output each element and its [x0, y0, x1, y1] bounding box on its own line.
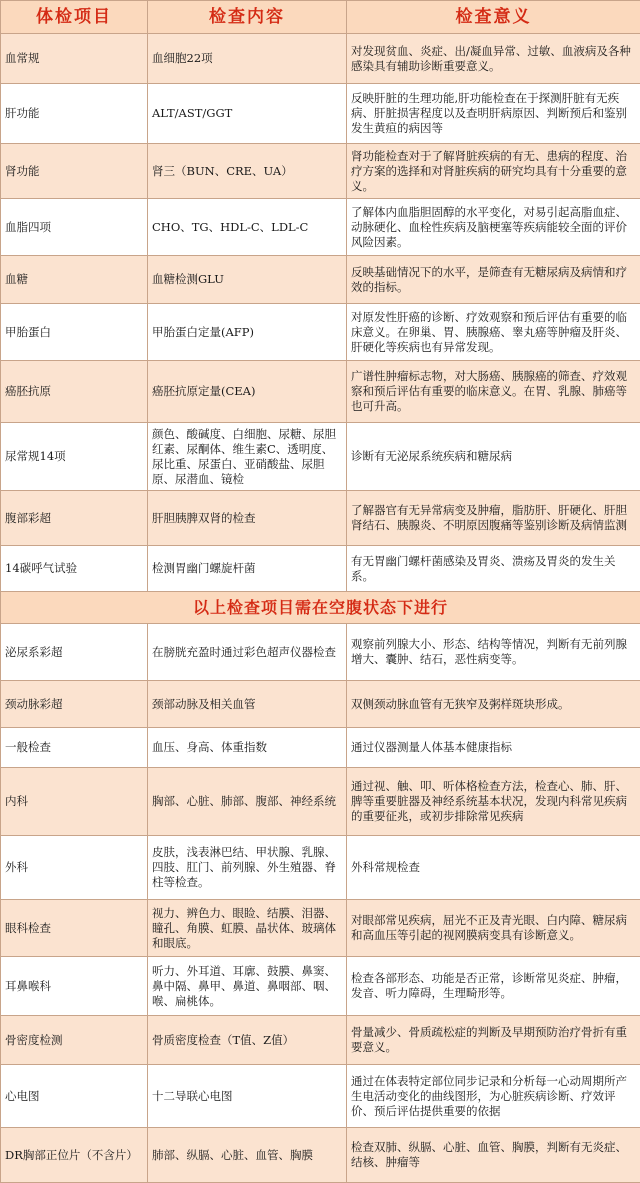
meaning-cell: 检查各部形态、功能是否正常，诊断常见炎症、肿瘤，发音、听力障碍，生理畸形等。 — [347, 957, 640, 1016]
meaning-cell: 肾功能检查对于了解肾脏疾病的有无、患病的程度、治疗方案的选择和对肾脏疾病的研究均具有十分重要的意义。 — [347, 144, 640, 199]
item-cell: 眼科检查 — [1, 900, 148, 957]
content-cell: 视力、辨色力、眼睑、结膜、泪器、瞳孔、角膜、虹膜、晶状体、玻璃体和眼底。 — [148, 900, 347, 957]
meaning-cell: 了解器官有无异常病变及肿瘤，脂肪肝、肝硬化、肝胆肾结石、胰腺炎、不明原因腹痛等鉴别诊断及病情监测 — [347, 491, 640, 546]
item-cell: 骨密度检测 — [1, 1016, 148, 1065]
item-cell: 尿常规14项 — [1, 423, 148, 491]
item-cell: 14碳呼气试验 — [1, 546, 148, 592]
meaning-cell: 通过仪器测量人体基本健康指标 — [347, 728, 640, 768]
table-row — [1, 199, 640, 256]
content-cell: 颜色、酸碱度、白细胞、尿糖、尿胆红素、尿酮体、维生素C、透明度、尿比重、尿蛋白、亚硝酸盐、尿胆原、尿潜血、镜检 — [148, 423, 347, 491]
table-row — [1, 624, 640, 681]
table-row — [1, 546, 640, 592]
header-meaning: 检查意义 — [347, 1, 640, 34]
table-row — [1, 34, 640, 84]
item-cell: 肾功能 — [1, 144, 148, 199]
fasting-note-banner: 以上检查项目需在空腹状态下进行 — [1, 592, 640, 624]
meaning-cell: 通过视、触、叩、听体格检查方法，检查心、肺、肝、脾等重要脏器及神经系统基本状况，发现内科常见疾病的重要征兆，或初步排除常见疾病 — [347, 768, 640, 836]
content-cell: 肾三（BUN、CRE、UA） — [148, 144, 347, 199]
item-cell: 癌胚抗原 — [1, 361, 148, 423]
item-cell: 泌尿系彩超 — [1, 624, 148, 681]
item-cell: 一般检查 — [1, 728, 148, 768]
content-cell: ALT/AST/GGT — [148, 84, 347, 144]
table-row — [1, 681, 640, 728]
table-row — [1, 361, 640, 423]
meaning-cell: 了解体内血脂胆固醇的水平变化，对易引起高脂血症、动脉硬化、血栓性疾病及脑梗塞等疾病能较全面的评价风险因素。 — [347, 199, 640, 256]
meaning-cell: 对发现贫血、炎症、出/凝血异常、过敏、血液病及各种感染具有辅助诊断重要意义。 — [347, 34, 640, 84]
table-row — [1, 1065, 640, 1128]
table-row — [1, 423, 640, 491]
item-cell: 心电图 — [1, 1065, 148, 1128]
content-cell: CHO、TG、HDL-C、LDL-C — [148, 199, 347, 256]
table-row — [1, 1016, 640, 1065]
content-cell: 骨质密度检查（T值、Z值） — [148, 1016, 347, 1065]
table-row — [1, 836, 640, 900]
item-cell: 外科 — [1, 836, 148, 900]
content-cell: 检测胃幽门螺旋杆菌 — [148, 546, 347, 592]
item-cell: 血常规 — [1, 34, 148, 84]
meaning-cell: 外科常规检查 — [347, 836, 640, 900]
table-row — [1, 728, 640, 768]
table-row — [1, 84, 640, 144]
meaning-cell: 诊断有无泌尿系统疾病和糖尿病 — [347, 423, 640, 491]
item-cell: 甲胎蛋白 — [1, 304, 148, 361]
item-cell: 血脂四项 — [1, 199, 148, 256]
meaning-cell: 检查双肺、纵膈、心脏、血管、胸膜，判断有无炎症、结核、肿瘤等 — [347, 1128, 640, 1183]
table-row — [1, 144, 640, 199]
item-cell: 腹部彩超 — [1, 491, 148, 546]
header-row — [1, 1, 640, 34]
meaning-cell: 对眼部常见疾病，屈光不正及青光眼、白内障、糖尿病和高血压等引起的视网膜病变具有诊断意义。 — [347, 900, 640, 957]
content-cell: 在膀胱充盈时通过彩色超声仪器检查 — [148, 624, 347, 681]
content-cell: 胸部、心脏、肺部、腹部、神经系统 — [148, 768, 347, 836]
table-row — [1, 304, 640, 361]
item-cell: 血糖 — [1, 256, 148, 304]
meaning-cell: 双侧颈动脉血管有无狭窄及粥样斑块形成。 — [347, 681, 640, 728]
item-cell: 颈动脉彩超 — [1, 681, 148, 728]
content-cell: 血糖检测GLU — [148, 256, 347, 304]
item-cell: DR胸部正位片（不含片） — [1, 1128, 148, 1183]
banner-row — [1, 592, 640, 624]
meaning-cell: 通过在体表特定部位同步记录和分析每一心动周期所产生电活动变化的曲线图形，为心脏疾病诊断、疗效评价、预后评估提供重要的依据 — [347, 1065, 640, 1128]
item-cell: 内科 — [1, 768, 148, 836]
header-content: 检查内容 — [148, 1, 347, 34]
meaning-cell: 对原发性肝癌的诊断、疗效观察和预后评估有重要的临床意义。在卵巢、胃、胰腺癌、睾丸癌等肿瘤及肝炎、肝硬化等疾病也有异常发现。 — [347, 304, 640, 361]
meaning-cell: 反映基础情况下的水平，是筛查有无糖尿病及病情和疗效的指标。 — [347, 256, 640, 304]
item-cell: 肝功能 — [1, 84, 148, 144]
table-row — [1, 1128, 640, 1183]
meaning-cell: 广谱性肿瘤标志物，对大肠癌、胰腺癌的筛查、疗效观察和预后评估有重要的临床意义。在胃、乳腺、肺癌等也可升高。 — [347, 361, 640, 423]
content-cell: 皮肤，浅表淋巴结、甲状腺、乳腺、四肢、肛门、前列腺、外生殖器、脊柱等检查。 — [148, 836, 347, 900]
meaning-cell: 骨量减少、骨质疏松症的判断及早期预防治疗骨折有重要意义。 — [347, 1016, 640, 1065]
content-cell: 十二导联心电图 — [148, 1065, 347, 1128]
meaning-cell: 反映肝脏的生理功能,肝功能检查在于探测肝脏有无疾病、肝脏损害程度以及查明肝病原因、判断预后和鉴别发生黄疸的病因等 — [347, 84, 640, 144]
table-row — [1, 256, 640, 304]
meaning-cell: 观察前列腺大小、形态、结构等情况，判断有无前列腺增大、囊肿、结石，恶性病变等。 — [347, 624, 640, 681]
meaning-cell: 有无胃幽门螺杆菌感染及胃炎、溃疡及胃炎的发生关系。 — [347, 546, 640, 592]
table-row — [1, 900, 640, 957]
content-cell: 听力、外耳道、耳廓、鼓膜、鼻窦、鼻中隔、鼻甲、鼻道、鼻咽部、咽、喉、扁桃体。 — [148, 957, 347, 1016]
content-cell: 血细胞22项 — [148, 34, 347, 84]
content-cell: 甲胎蛋白定量(AFP) — [148, 304, 347, 361]
content-cell: 血压、身高、体重指数 — [148, 728, 347, 768]
item-cell: 耳鼻喉科 — [1, 957, 148, 1016]
header-item: 体检项目 — [1, 1, 148, 34]
content-cell: 肝胆胰脾双肾的检查 — [148, 491, 347, 546]
content-cell: 肺部、纵膈、心脏、血管、胸膜 — [148, 1128, 347, 1183]
content-cell: 颈部动脉及相关血管 — [148, 681, 347, 728]
table-row — [1, 491, 640, 546]
table-row — [1, 768, 640, 836]
content-cell: 癌胚抗原定量(CEA) — [148, 361, 347, 423]
table-row — [1, 957, 640, 1016]
